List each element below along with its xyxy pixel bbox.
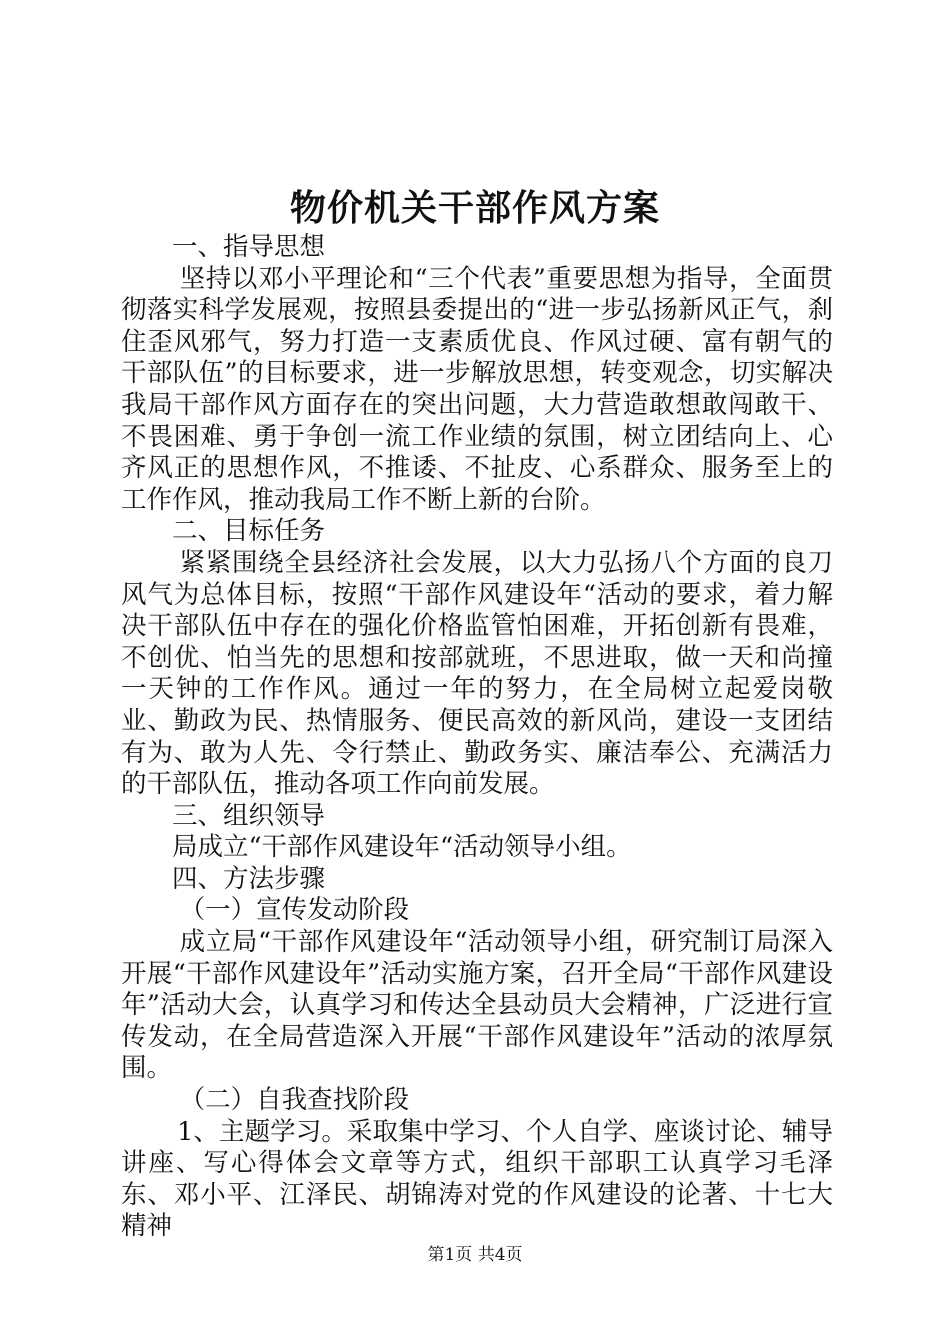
paragraph-theme-study: 1、主题学习。采取集中学习、个人自学、座谈讨论、辅导讲座、写心得体会文章等方式，组织干部职工认真学习毛泽东、邓小平、江泽民、胡锦涛对党的作风建设的论著、十七大精神 [121,1116,833,1242]
document-title: 物价机关干部作风方案 [289,187,660,229]
paragraph-goals: 紧紧围绕全县经济社会发展，以大力弘扬八个方面的良刀风气为总体目标，按照“干部作风建设年“活动的要求，着力解决干部队伍中存在的强化价格监管怕困难，开拓创新有畏难，不创优、怕当先的思想和按部就班，不思进取，做一天和尚撞一天钟的工作作风。通过一年的努力，在全局树立起爱岗敬业、勤政为民、热情服务、便民高效的新风尚，建设一支团结有为、敢为人先、令行禁止、勤政务实、廉洁奉公、充满活力的干部队伍，推动各项工作向前发展。 [121,547,833,800]
page-footer: 第1页 共4页 [427,1245,523,1265]
section-heading-organization: 三、组织领导 [172,800,326,831]
subsection-heading-publicity: （一）宣传发动阶段 [179,895,410,926]
subsection-heading-self-check: （二）自我查找阶段 [179,1085,410,1116]
section-heading-guiding-thought: 一、指导思想 [172,232,326,262]
section-heading-methods: 四、方法步骤 [172,863,326,894]
section-heading-goals: 二、目标任务 [172,516,326,547]
paragraph-organization: 局成立“干部作风建设年“活动领导小组。 [172,832,632,863]
paragraph-guiding-thought: 坚持以邓小平理论和“三个代表”重要思想为指导，全面贯彻落实科学发展观，按照县委提出的“进一步弘扬新风正气，刹住歪风邪气，努力打造一支素质优良、作风过硬、富有朝气的干部队伍”的目标要求，进一步解放思想，转变观念，切实解决我局干部作风方面存在的突出问题，大力营造敢想敢闯敢干、不畏困难、勇于争创一流工作业绩的氛围，树立团结向上、心齐风正的思想作风，不推诿、不扯皮、心系群众、服务至上的工作作风，推动我局工作不断上新的台阶。 [121,263,833,515]
document-body [121,232,833,1243]
paragraph-publicity: 成立局“干部作风建设年“活动领导小组，研究制订局深入开展“干部作风建设年”活动实施方案，召开全局“干部作风建设年”活动大会，认真学习和传达全县动员大会精神，广泛进行宣传发动，在全局营造深入开展“干部作风建设年”活动的浓厚氛围。 [121,927,833,1084]
